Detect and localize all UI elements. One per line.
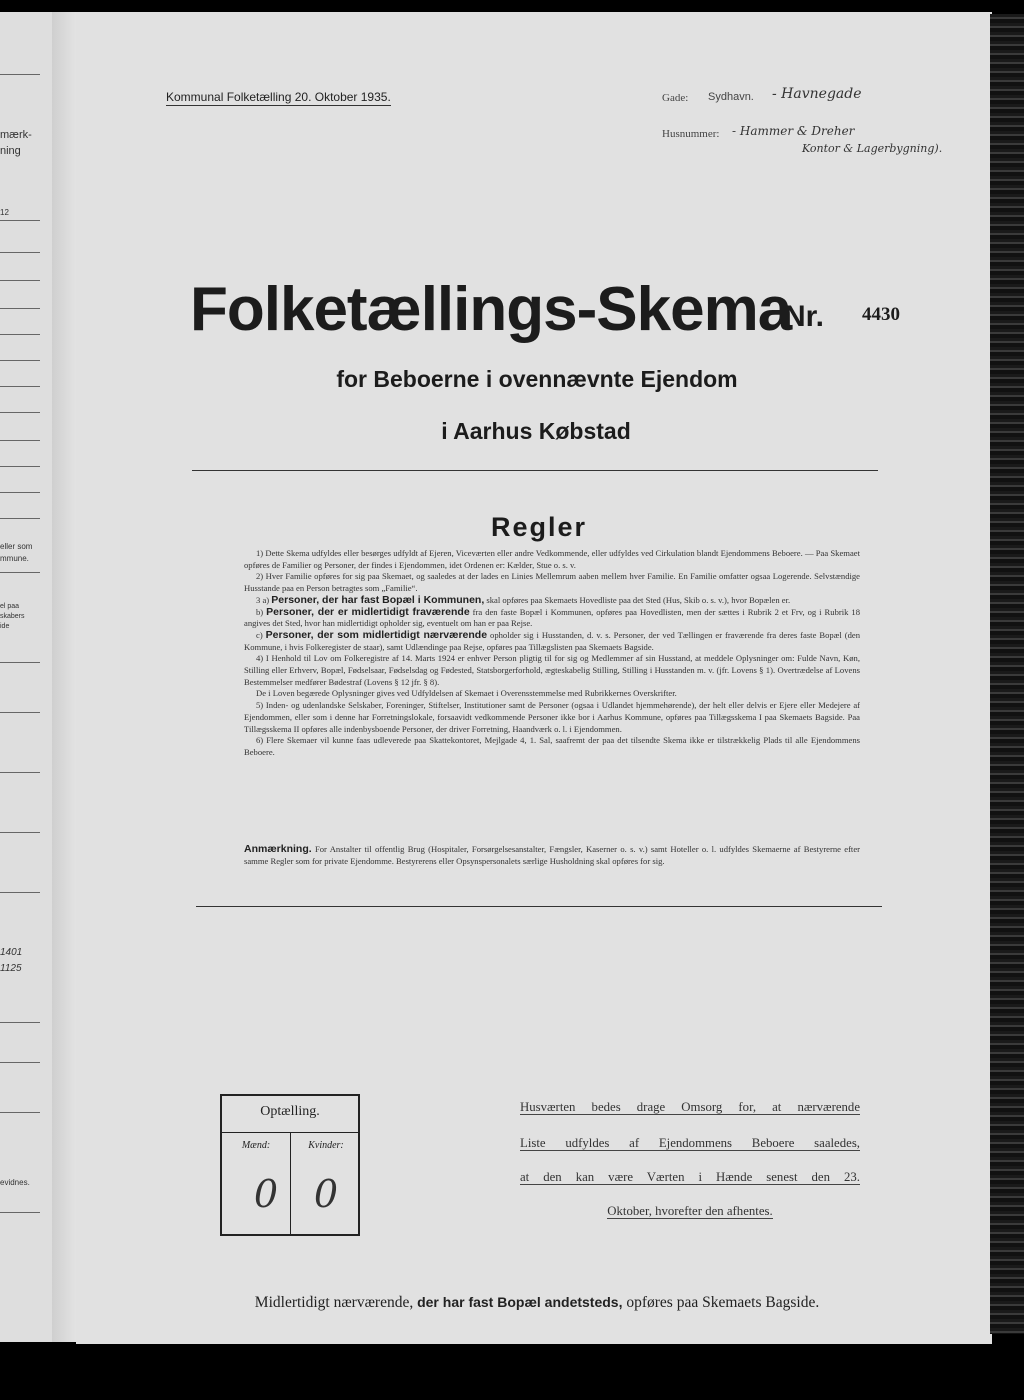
left-fragment: ning — [0, 145, 21, 157]
landlord-notice-line — [520, 1204, 860, 1219]
form-number-label: Nr. — [784, 300, 825, 333]
form-number-value: 4430 — [862, 304, 900, 325]
footer-part-3: opføres paa Skemaets Bagside. — [626, 1294, 820, 1311]
remark-label: Anmærkning. — [244, 843, 312, 855]
rules-heading: Regler — [490, 512, 588, 542]
house-number-handwritten: - Hammer & Dreher — [732, 124, 855, 138]
remark — [244, 844, 860, 867]
form-rule — [0, 334, 40, 335]
form-rule — [0, 252, 40, 253]
left-fragment: el paa — [0, 603, 20, 610]
count-box-title: Optælling. — [260, 1104, 320, 1119]
rule-3c-text: opholder sig i Husstanden, d. v. s. Personer, der ved Tællingen er fraværende fra deres faste Bopæl (den Kommune, i hvis Folkeregister de staar), samt Udlændinge paa Rejse, opføres paa Tillægslisten paa Skemaets Bagside. — [244, 629, 860, 652]
footer-note — [0, 1294, 1024, 1312]
house-number-label: Husnummer: — [662, 128, 720, 140]
left-fragment: mmune. — [0, 554, 29, 563]
rule-3b-text: fra den faste Bopæl i Kommunen, opføres paa Hovedlisten, men der sættes i Rubrik 2 et Frv, og i Rubrik 18 angives det Sted, hvor han midlertidigt opholder sig, eventuelt om han er paa Rejse. — [244, 606, 860, 629]
form-rule — [0, 1212, 40, 1213]
landlord-notice-text: Liste udfyldes af Ejendommens Beboere saaledes, — [520, 1136, 860, 1150]
divider — [196, 906, 882, 907]
landlord-notice-text: at den kan være Værten i Hænde senest den 23. — [520, 1170, 860, 1184]
census-header: Kommunal Folketælling 20. Oktober 1935. — [166, 90, 391, 104]
rules-body — [244, 548, 860, 759]
landlord-notice-text: Husværten bedes drage Omsorg for, at nærværende — [520, 1100, 860, 1114]
house-number-handwritten-2: Kontor & Lagerbygning). — [802, 142, 943, 155]
rule-3b — [244, 607, 860, 630]
form-rule — [0, 772, 40, 773]
left-fragment: eller som — [0, 542, 33, 551]
landlord-notice-text: Oktober, hvorefter den afhentes. — [607, 1204, 773, 1218]
street-handwritten-value: - Havnegade — [772, 86, 862, 102]
rule-4: 4) I Henhold til Lov om Folkeregistre af 14. Marts 1924 er enhver Person pligtig til for sig og Medlemmer af sin Husstand, at meddele Oplysninger om: Fulde Navn, Køn, Stilling eller Erhverv, Bopæl, Fødselsaar, Fødselsdag og Fødested, Statsborgerforhold, ægteskabelig Stilling, Stilling i Husstanden m. v. (jfr. Lovens § 1). Overtrædelse af Lovens Bestemmelser medfører Bødestraf (Lovens § 12 jfr. § 8). — [244, 653, 860, 687]
form-rule — [0, 466, 40, 467]
rule-3c — [244, 630, 860, 653]
rule-2: 2) Hver Familie opføres for sig paa Skemaet, og saaledes at der lades en Linies Mellemrum aaben mellem hver Familie. En Familie omfatter ogsaa Logerende. Selvstændige Husstande paa en Person betragtes som „Familie“. — [244, 571, 860, 594]
form-title: Folketællings-Skema — [190, 275, 792, 344]
form-subtitle: for Beboerne i ovennævnte Ejendom — [336, 366, 738, 392]
form-rule — [0, 412, 40, 413]
form-rule — [0, 1062, 40, 1063]
footer-part-2: der har fast Bopæl andetsteds, — [417, 1294, 623, 1310]
form-rule — [0, 492, 40, 493]
left-handwritten-fragment: 1401 — [0, 947, 23, 958]
left-fragment: evidnes. — [0, 1178, 30, 1187]
rule-3c-heading: Personer, der som midlertidigt nærværende — [265, 628, 488, 641]
rule-3a-number: 3 a) — [256, 594, 270, 605]
form-rule — [0, 360, 40, 361]
landlord-notice-line — [520, 1100, 860, 1115]
rule-6: 6) Flere Skemaer vil kunne faas udleverede paa Skattekontoret, Mejlgade 4, 1. Sal, saafremt der paa det tilsendte Skema ikke er tilstrækkelig Plads til alle Ejendommens Beboere. — [244, 735, 860, 757]
footer-part-1: Midlertidigt nærværende, — [254, 1294, 414, 1311]
rule-3a-text: skal opføres paa Skemaets Hovedliste paa det Sted (Hus, Skib o. s. v.), hvor Bopælen er. — [486, 594, 791, 605]
form-rule — [0, 572, 40, 573]
form-subtitle-city: i Aarhus Købstad — [441, 418, 631, 444]
rule-3b-heading: Personer, der er midlertidigt fraværende — [266, 605, 470, 618]
form-rule — [0, 1022, 40, 1023]
remark-text: For Anstalter til offentlig Brug (Hospitaler, Forsørgelsesanstalter, Fængsler, Kaserner o. s. v.) samt Hoteller o. l. udfyldes Skemaerne af Bestyrerne efter samme Regler som for private Ejendomme. Bestyrerens eller Opsynspersonalets særlige Husholdning skal opføres for sig. — [244, 844, 860, 866]
landlord-notice-line — [520, 1136, 860, 1151]
rule-3b-number: b) — [256, 606, 264, 617]
men-label: Mænd: — [241, 1140, 271, 1151]
left-handwritten-fragment: 1125 — [0, 963, 22, 974]
left-fragment: ide — [0, 623, 10, 630]
women-count-handwritten: 0 — [313, 1172, 339, 1216]
form-rule — [0, 662, 40, 663]
form-rule — [0, 712, 40, 713]
left-fragment: 12 — [0, 208, 9, 217]
rule-4b: De i Loven begærede Oplysninger gives ved Udfyldelsen af Skemaet i Overensstemmelse med Rubrikkernes Overskrifter. — [256, 688, 677, 699]
count-box — [220, 1094, 360, 1236]
rule-5: 5) Inden- og udenlandske Selskaber, Foreninger, Stiftelser, Institutioner samt de Personer (ogsaa i Udlandet hjemmehørende), der helt eller delvis er Ejere eller Medejere af Ejendommen, eller som i denne har Forretningslokale, forsaavidt vedkommende Personer ikke bor i Aarhus Kommune, opføres paa Tillægsskema I paa Skemaets Bagside. Paa Tillægsskema II opføres alle indenbysboende Personer, der driver Forretning, Haandværk o. l. i Ejendommen. — [244, 700, 860, 734]
street-printed-value: Sydhavn. — [708, 91, 754, 103]
form-rule — [0, 280, 40, 281]
form-rule — [0, 892, 40, 893]
street-label: Gade: — [662, 92, 689, 104]
men-count-handwritten: 0 — [253, 1172, 279, 1216]
form-rule — [0, 220, 40, 221]
divider — [192, 470, 878, 471]
form-rule — [0, 1112, 40, 1113]
landlord-notice-line — [520, 1170, 860, 1185]
women-label: Kvinder: — [308, 1140, 344, 1151]
page-edge-texture — [990, 14, 1024, 1334]
rule-3a-heading: Personer, der har fast Bopæl i Kommunen, — [271, 593, 485, 606]
left-fragment: skabers — [0, 613, 25, 620]
form-rule — [0, 74, 40, 75]
form-rule — [0, 832, 40, 833]
form-rule — [0, 308, 40, 309]
left-fragment: mærk- — [0, 129, 32, 141]
book-gutter — [52, 12, 78, 1342]
rule-1: 1) Dette Skema udfyldes eller besørges udfyldt af Ejeren, Viceværten eller andre Vedkommende, eller udfyldes ved Cirkulation blandt Ejendommens Beboere. — Paa Skemaet opføres de Familier og Personer, der findes i Ejendommen, idet Ordenen er: Kælder, Stue o. s. v. — [244, 548, 860, 570]
previous-page-strip — [0, 12, 52, 1342]
rule-3c-number: c) — [256, 629, 263, 640]
